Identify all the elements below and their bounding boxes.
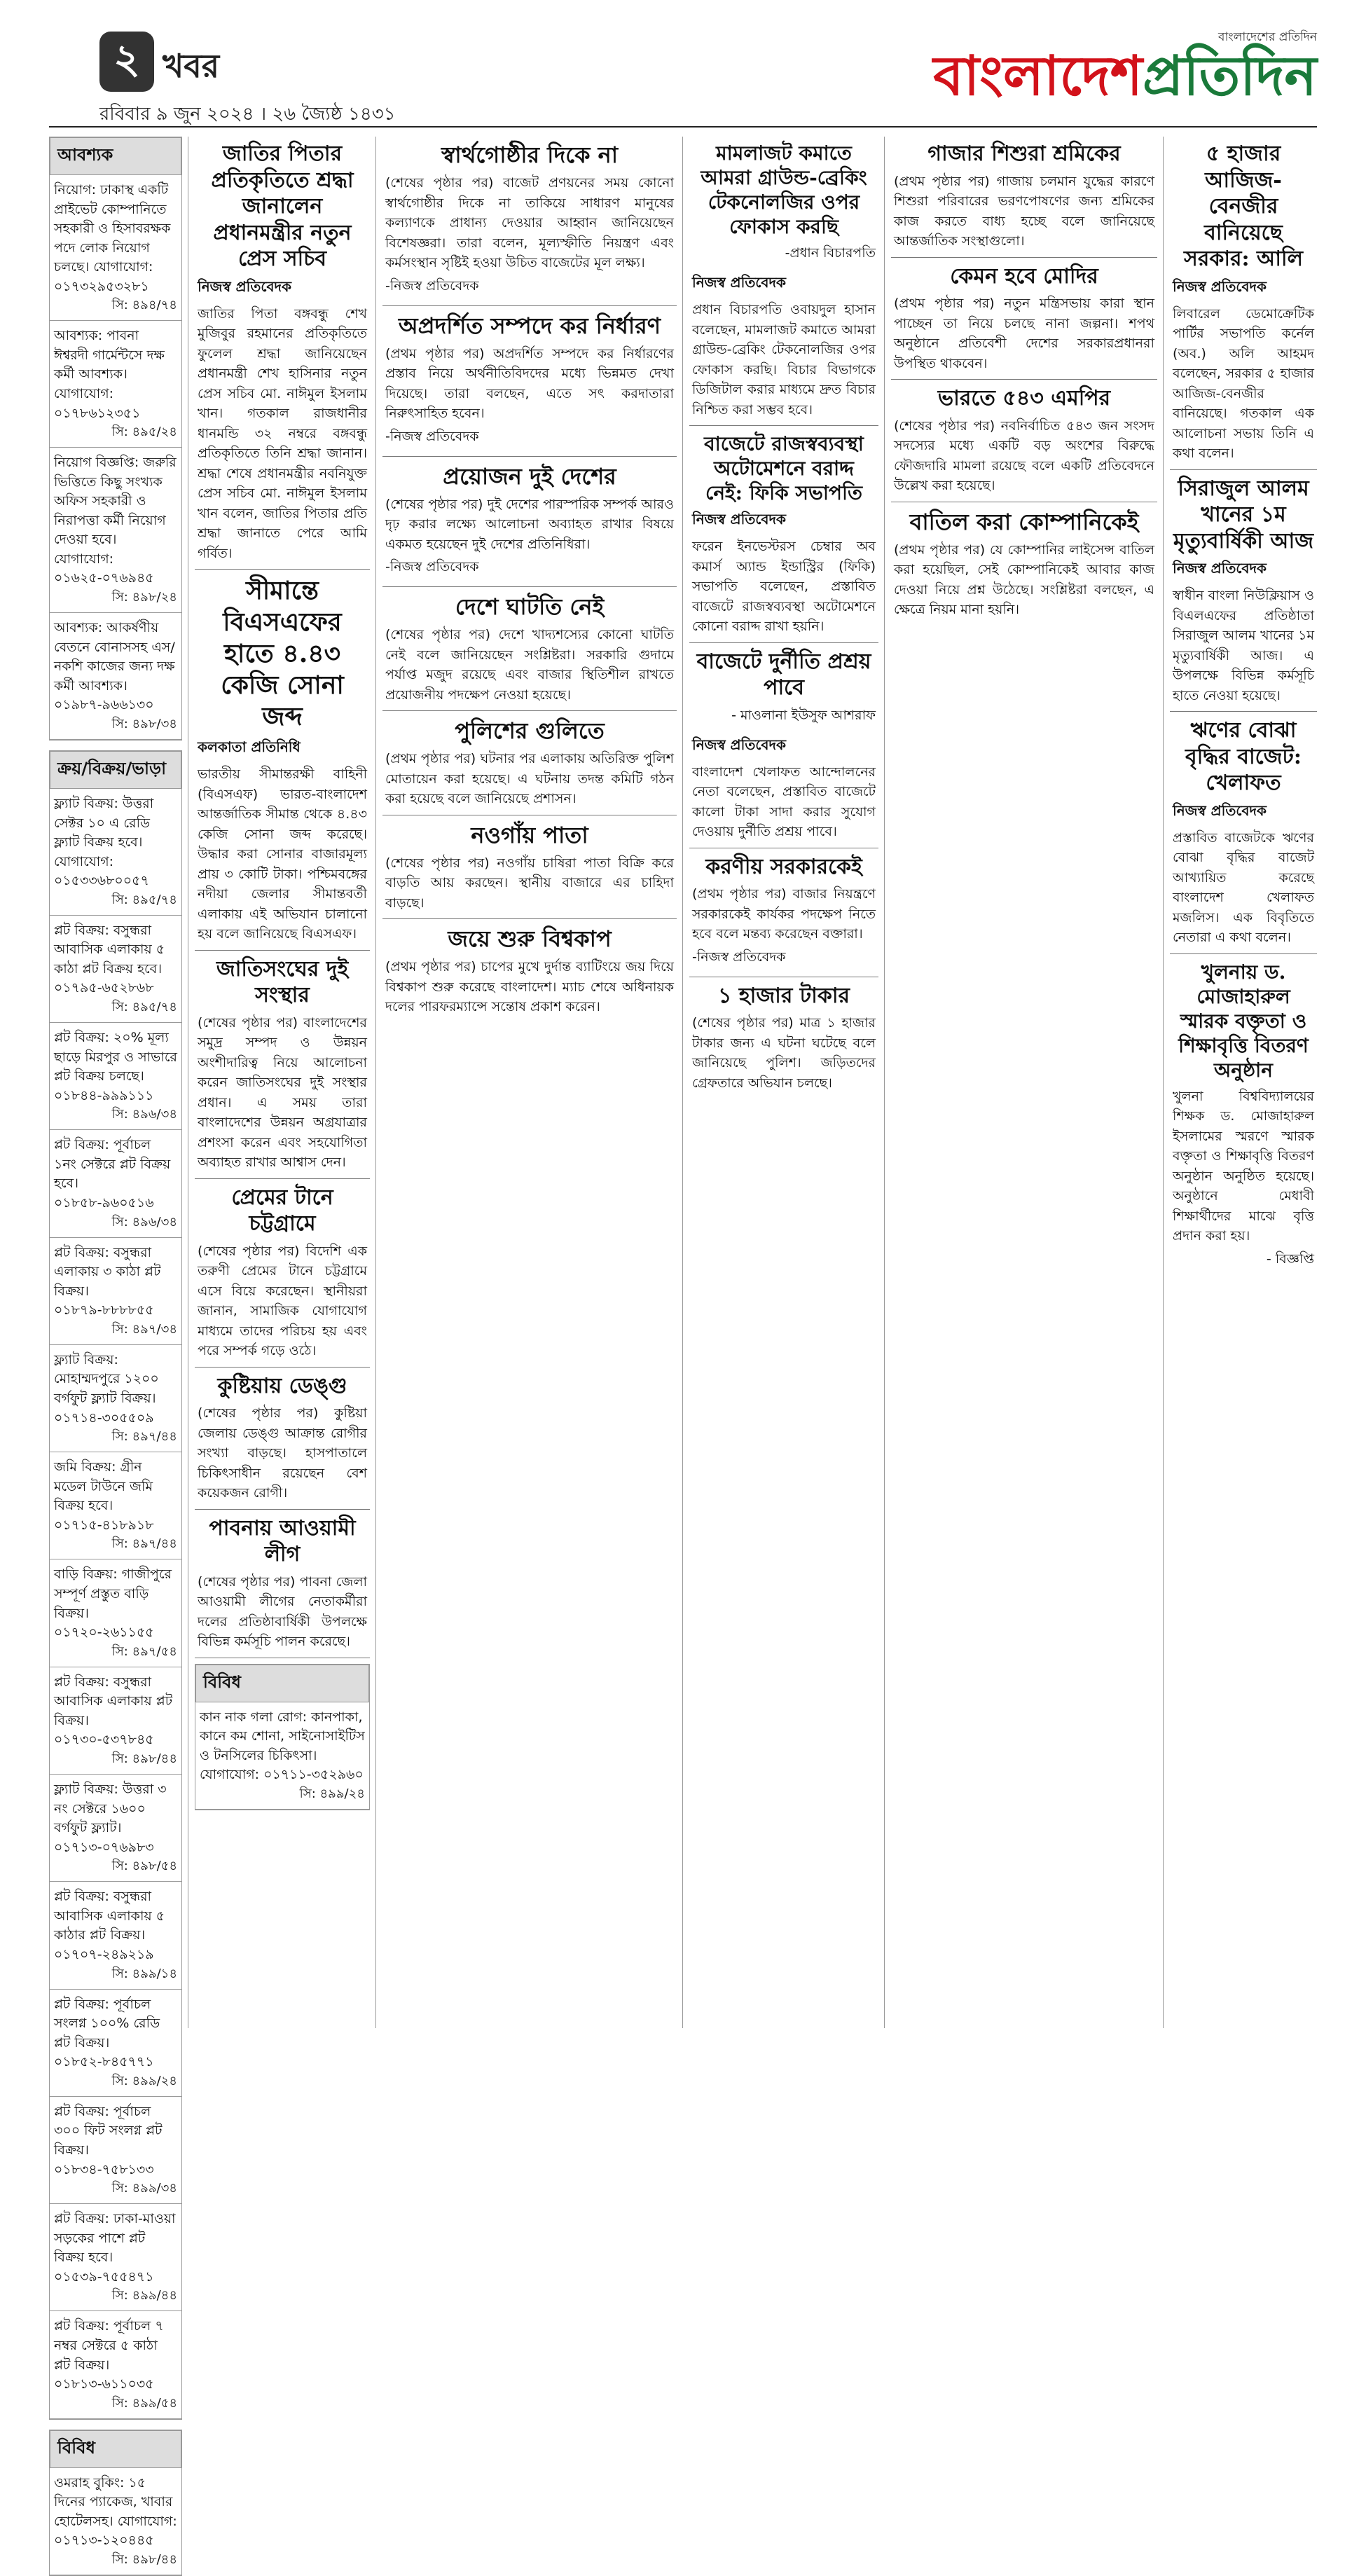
article-body: খুলনা বিশ্ববিদ্যালয়ের শিক্ষক ড. মোজাহারুল ইসলামের স্মরণে স্মারক বক্তৃতা ও শিক্ষাবৃত্তি বিতরণ অনুষ্ঠান অনুষ্ঠিত হয়েছে। অনুষ্ঠানে মেধাবী শিক্ষার্থীদের মাঝে বৃত্তি প্রদান করা হয়।: [1173, 1088, 1314, 1244]
article-body: (প্রথম পৃষ্ঠার পর) বাজার নিয়ন্ত্রণে সরকারকেই কার্যকর পদক্ষেপ নিতে হবে বলে মন্তব্য করেছেন বক্তারা।: [692, 886, 876, 942]
article-headline: স্বার্থগোষ্ঠীর দিকে না: [441, 142, 619, 168]
classified-text: প্লট বিক্রয়: পূর্বাচল ১নং সেক্টরে প্লট বিক্রয় হবে। ০১৮৫৮-৯৬০৫১৬: [54, 1137, 171, 1211]
article-body: (প্রথম পৃষ্ঠার পর) গাজায় চলমান যুদ্ধের কারণে শিশুরা পরিবারের ভরণপোষণের জন্য শ্রমিকের কাজ করতে বাধ্য হচ্ছে বলে জানিয়েছে আন্তর্জাতিক সংস্থাগুলো।: [894, 173, 1154, 249]
masthead-tagline: বাংলাদেশের প্রতিদিন: [1218, 30, 1317, 44]
article-headline: জয়ে শুরু বিশ্বকাপ: [448, 925, 612, 952]
article-headline: ভারতে ৫৪৩ এমপির: [937, 386, 1111, 411]
classified-text: প্লট বিক্রয়: বসুন্ধরা এলাকায় ৩ কাঠা প্লট বিক্রয়। ০১৮৭৯-৮৮৮৮৫৫: [54, 1244, 161, 1318]
article: [689, 432, 878, 637]
classified-item: [50, 2311, 181, 2418]
classified-box-sale: [49, 750, 182, 2420]
article-headline: কুষ্টিয়ায় ডেঙ্গু: [217, 1373, 347, 1398]
classified-text: আবশ্যক: পাবনা ঈশ্বরদী গার্মেন্টসে দক্ষ কর্মী আবশ্যক। যোগাযোগ: ০১৭৮৬১২৩৫১: [54, 328, 165, 421]
article: [195, 1373, 370, 1503]
article-byline: নিজস্ব প্রতিবেদক: [692, 511, 787, 528]
classified-ref: সি: ৪৯৯/৩৪: [111, 2181, 177, 2196]
classified-item: [50, 321, 181, 448]
article-headline: পাবনায় আওয়ামী লীগ: [209, 1515, 356, 1566]
article-headline: অপ্রদর্শিত সম্পদে কর নির্ধারণ: [398, 312, 661, 339]
article-body: স্বাধীন বাংলা নিউক্লিয়াস ও বিএলএফের প্রতিষ্ঠাতা সিরাজুল আলম খানের ১ম মৃত্যুবার্ষিকী আজ। এ উপলক্ষে বিভিন্ন কর্মসূচি হাতে নেওয়া হয়েছে।: [1173, 588, 1314, 703]
classified-item: [50, 1452, 181, 1559]
classified-ref: সি: ৪৯৮/৪৪: [111, 2551, 177, 2567]
article: [382, 925, 677, 1017]
classified-ref: সি: ৪৯৫/৭৪: [111, 892, 177, 907]
article: [382, 141, 677, 298]
classified-text: ওমরাহ বুকিং: ১৫ দিনের প্যাকেজ, খাবার হোটেলসহ। যোগাযোগ: ০১৭১৩-১২০৪৪৫: [54, 2474, 177, 2549]
article: [891, 508, 1157, 620]
article-sign: - বিজ্ঞপ্তি: [1266, 1251, 1314, 1267]
section-name: খবর: [163, 47, 220, 85]
classified-ref: সি: ৪৯৮/২৪: [111, 590, 177, 605]
classified-text: প্লট বিক্রয়: বসুন্ধরা আবাসিক এলাকায় ৫ কাঠা প্লট বিক্রয় হবে। ০১৭৯৫-৬৫২৮৬৮: [54, 922, 165, 996]
classified-item: [50, 1990, 181, 2097]
classified-item: [50, 916, 181, 1023]
article: [1170, 717, 1317, 948]
article-headline: বাজেটে দুর্নীতি প্রশ্রয় পাবে: [696, 649, 871, 700]
classified-box-misc-2: [195, 1664, 370, 1810]
column-4: [689, 137, 878, 2028]
article-body: বাংলাদেশ খেলাফত আন্দোলনের নেতা বলেছেন, প্রস্তাবিত বাজেটে কালো টাকা সাদা করার সুযোগ দেওয়ায় দুর্নীতি প্রশ্রয় পাবে।: [692, 764, 876, 839]
article-headline: করণীয় সরকারকেই: [705, 854, 862, 879]
article-body: (প্রথম পৃষ্ঠার পর) ঘটনার পর এলাকায় অতিরিক্ত পুলিশ মোতায়েন করা হয়েছে। এ ঘটনায় তদন্ত কমিটি গঠন করা হয়েছে বলে জানিয়েছে প্রশাসন।: [385, 751, 674, 806]
article: [689, 854, 878, 970]
classified-text: প্লট বিক্রয়: ২০% মূল্য ছাড়ে মিরপুর ও সাভারে প্লট বিক্রয় চলছে। ০১৮৪৪-৯৯৯১১১: [54, 1030, 177, 1103]
article-headline: ঋণের বোঝা বৃদ্ধির বাজেট: খেলাফত: [1185, 718, 1302, 795]
article-body: (শেষের পৃষ্ঠার পর) কুষ্টিয়া জেলায় ডেঙ্গু আক্রান্ত রোগীর সংখ্যা বাড়ছে। হাসপাতালে চিকিৎসাধীন রয়েছেন বেশ কয়েকজন রোগী।: [198, 1405, 367, 1501]
article: [382, 312, 677, 449]
article-byline: নিজস্ব প্রতিবেদক: [692, 736, 787, 753]
classified-ref: সি: ৪৯৮/৩৪: [111, 716, 177, 731]
article-body: প্রধান বিচারপতি ওবায়দুল হাসান বলেছেন, মামলাজট কমাতে আমরা গ্রাউন্ড-ব্রেকিং টেকনোলজির ওপর ফোকাস করছি। বিচার বিভাগকে ডিজিটাল করার মাধ্যমে দ্রুত বিচার নিশ্চিত করা সম্ভব হবে।: [692, 302, 876, 418]
article-headline: নওগাঁয় পাতা: [471, 821, 588, 848]
classified-item: [50, 448, 181, 613]
classified-ref: সি: ৪৯৫/৭৪: [111, 999, 177, 1014]
classified-ref: সি: ৪৯৭/৪৪: [111, 1536, 177, 1552]
header-rule: [49, 126, 1317, 128]
classified-item: [50, 1667, 181, 1775]
page-header: [0, 0, 1366, 130]
article: [195, 956, 370, 1173]
classified-ref: সি: ৪৯৯/২৪: [299, 1786, 365, 1801]
classified-box-wanted: [49, 137, 182, 741]
article: [1170, 476, 1317, 706]
classified-text: প্লট বিক্রয়: পূর্বাচল সংলগ্ন ১০০% রেডি প্লট বিক্রয়। ০১৮৫২-৮৪৫৭৭১: [54, 1996, 160, 2070]
classified-text: প্লট বিক্রয়: ঢাকা-মাওয়া সড়কের পাশে প্লট বিক্রয় হবে। ০১৫৩৯-৭৫৫৪৭১: [54, 2211, 176, 2285]
classified-text: ফ্ল্যাট বিক্রয়: উত্তরা ৩ নং সেক্টরে ১৬০০ বর্গফুট ফ্ল্যাট। ০১৭১৩-০৭৬৯৮৩: [54, 1782, 167, 1855]
article: [382, 462, 677, 580]
article-body: প্রস্তাবিত বাজেটকে ঋণের বোঝা বৃদ্ধির বাজেট আখ্যায়িত করেছে বাংলাদেশ খেলাফত মজলিস। এক বিবৃতিতে নেতারা এ কথা বলেন।: [1173, 829, 1314, 945]
classified-item: [50, 613, 181, 740]
article-headline: ৫ হাজার আজিজ-বেনজীর বানিয়েছে সরকার: আলি: [1184, 142, 1303, 271]
column-3: [382, 137, 677, 2028]
article: [382, 821, 677, 914]
article: [891, 263, 1157, 374]
article-body: (শেষের পৃষ্ঠার পর) বিদেশি এক তরুণী প্রেমের টানে চট্টগ্রামে এসে বিয়ে করেছেন। স্থানীয়রা জানান, সামাজিক যোগাযোগ মাধ্যমে তাদের পরিচয় হয় এবং পরে সম্পর্ক গড়ে ওঠে।: [198, 1243, 367, 1358]
article: [195, 575, 370, 944]
article-body: (শেষের পৃষ্ঠার পর) বাজেট প্রণয়নের সময় কোনো স্বার্থগোষ্ঠীর দিকে না তাকিয়ে সাধারণ মানুষের কল্যাণকে প্রাধান্য দেওয়ার আহ্বান জানিয়েছেন বিশেষজ্ঞরা। তারা বলেন, মূল্যস্ফীতি নিয়ন্ত্রণ এবং কর্মসংস্থান সৃষ্টিই হওয়া উচিত বাজেটের মূল লক্ষ্য।: [385, 175, 674, 270]
classified-ref: সি: ৪৯৭/৩৪: [111, 1321, 177, 1337]
article-body: (শেষের পৃষ্ঠার পর) দেশে খাদ্যশস্যের কোনো ঘাটতি নেই বলে জানিয়েছেন সংশ্লিষ্টরা। সরকারি গুদামে পর্যাপ্ত মজুদ রয়েছে এবং বাজার স্থিতিশীল রাখতে প্রয়োজনীয় পদক্ষেপ নেওয়া হয়েছে।: [385, 627, 674, 703]
classified-text: নিয়োগ বিজ্ঞপ্তি: জরুরি ভিত্তিতে কিছু সংখ্যক অফিস সহকারী ও নিরাপত্তা কর্মী নিয়োগ দেওয়া হবে। যোগাযোগ: ০১৬২৫-০৭৬৯৪৫: [54, 455, 177, 586]
classified-ref: সি: ৪৯৬/৩৪: [111, 1214, 177, 1230]
classified-text: নিয়োগ: ঢাকাস্থ একটি প্রাইভেট কোম্পানিতে সহকারী ও হিসাবরক্ষক পদে লোক নিয়োগ চলছে। যোগাযোগ: ০১৭৩২৯৫৩২৮১: [54, 182, 171, 294]
article-body: (শেষের পৃষ্ঠার পর) নওগাঁয় চাষিরা পাতা বিক্রি করে বাড়তি আয় করছেন। স্থানীয় বাজারে এর চাহিদা বাড়ছে।: [385, 855, 674, 911]
article-byline: কলকাতা প্রতিনিধি: [198, 738, 301, 755]
article-headline: জাতিসংঘের দুই সংস্থার: [216, 956, 349, 1007]
article: [382, 717, 677, 809]
classified-box-misc: [49, 2430, 182, 2576]
article-headline: পুলিশের গুলিতে: [455, 717, 605, 744]
article-sign: -নিজস্ব প্রতিবেদক: [385, 277, 479, 294]
page-number-badge: ২: [99, 32, 154, 92]
classified-item: [50, 1238, 181, 1345]
classified-box-title: আবশ্যক: [50, 137, 181, 175]
article-headline: প্রেমের টানে চট্টগ্রামে: [231, 1185, 333, 1236]
classified-ref: সি: ৪৯৯/৫৪: [111, 2395, 177, 2411]
article-body: (শেষের পৃষ্ঠার পর) দুই দেশের পারস্পরিক সম্পর্ক আরও দৃঢ় করার লক্ষ্যে আলোচনা অব্যাহত রাখার বিষয়ে একমত হয়েছেন দুই দেশের প্রতিনিধিরা।: [385, 496, 674, 552]
classified-ref: সি: ৪৯৯/৪৪: [111, 2288, 177, 2303]
classified-item: [50, 1882, 181, 1989]
classified-text: বাড়ি বিক্রয়: গাজীপুরে সম্পূর্ণ প্রস্তুত বাড়ি বিক্রয়। ০১৭২০-২৬১১৫৫: [54, 1566, 172, 1641]
article: [382, 593, 677, 705]
article: [891, 141, 1157, 252]
article-headline: সীমান্তে বিএসএফের হাতে ৪.৪৩ কেজি সোনা জব্দ: [221, 576, 344, 731]
article: [1170, 141, 1317, 464]
classified-text: প্লট বিক্রয়: পূর্বাচল ৭ নম্বর সেক্টরে ৫ কাঠা প্লট বিক্রয়। ০১৮১৩-৬১১০৩৫: [54, 2318, 164, 2392]
article-body: (শেষের পৃষ্ঠার পর) মাত্র ১ হাজার টাকার জন্য এ ঘটনা ঘটেছে বলে জানিয়েছে পুলিশ। জড়িতদের গ্রেফতারে অভিযান চলছে।: [692, 1015, 876, 1091]
classified-item: [50, 1130, 181, 1237]
article: [195, 1515, 370, 1652]
article-sign: -নিজস্ব প্রতিবেদক: [385, 559, 479, 574]
article-subhead: - মাওলানা ইউসুফ আশরাফ: [731, 707, 876, 723]
article-body: ভারতীয় সীমান্তরক্ষী বাহিনী (বিএসএফ) ভারত-বাংলাদেশ আন্তর্জাতিক সীমান্ত থেকে ৪.৪৩ কেজি সোনা জব্দ করেছে। উদ্ধার করা সোনার বাজারমূল্য প্রায় ৩ কোটি টাকা। পশ্চিমবঙ্গের নদীয়া জেলার সীমান্তবর্তী এলাকায় এই অভিযান চালানো হয় বলে জানিয়েছে বিএসএফ।: [198, 766, 367, 942]
article-byline: নিজস্ব প্রতিবেদক: [1173, 801, 1267, 819]
article: [195, 1185, 370, 1361]
article-body: ফরেন ইনভেস্টরস চেম্বার অব কমার্স অ্যান্ড ইন্ডাস্ট্রির (ফিকি) সভাপতি বলেছেন, প্রস্তাবিত বাজেটে রাজস্বব্যবস্থা অটোমেশনে কোনো বরাদ্দ রাখা হয়নি।: [692, 539, 876, 634]
article-body: জাতির পিতা বঙ্গবন্ধু শেখ মুজিবুর রহমানের প্রতিকৃতিতে ফুলেল শ্রদ্ধা জানিয়েছেন প্রধানমন্ত্রী শেখ হাসিনার নতুন প্রেস সচিব মো. নাঈমুল ইসলাম খান। গতকাল রাজধানীর ধানমন্ডি ৩২ নম্বরে বঙ্গবন্ধু প্রতিকৃতিতে তিনি শ্রদ্ধা জানান। শ্রদ্ধা শেষে প্রধানমন্ত্রীর নবনিযুক্ত প্রেস সচিব মো. নাঈমুল ইসলাম খান বলেন, জাতির পিতার প্রতি শ্রদ্ধা জানাতে পেরে আমি গর্বিত।: [198, 305, 367, 561]
article: [1170, 960, 1317, 1272]
article-body: (প্রথম পৃষ্ঠার পর) নতুন মন্ত্রিসভায় কারা স্থান পাচ্ছেন তা নিয়ে চলছে নানা জল্পনা। শপথ অনুষ্ঠানে প্রতিবেশী দেশের সরকারপ্রধানরা উপস্থিত থাকবেন।: [894, 296, 1154, 371]
article: [689, 983, 878, 1094]
article-headline: বাতিল করা কোম্পানিকেই: [909, 508, 1139, 535]
classified-ref: সি: ৪৯৫/২৪: [111, 425, 177, 440]
classified-text: প্লট বিক্রয়: পূর্বাচল ৩০০ ফিট সংলগ্ন প্লট বিক্রয়। ০১৮৩৪-৭৫৮১৩৩: [54, 2103, 163, 2177]
article-body: (প্রথম পৃষ্ঠার পর) চাপের মুখে দুর্দান্ত ব্যাটিংয়ে জয় দিয়ে বিশ্বকাপ শুরু করেছে বাংলাদেশ। ম্যাচ শেষে অধিনায়ক দলের পারফরম্যান্সে সন্তোষ প্রকাশ করেন।: [385, 959, 674, 1014]
classified-text: প্লট বিক্রয়: বসুন্ধরা আবাসিক এলাকায় ৫ কাঠার প্লট বিক্রয়। ০১৭০৭-২৪৯২১৯: [54, 1889, 165, 1962]
article: [689, 649, 878, 842]
article-headline: মামলাজট কমাতে আমরা গ্রাউন্ড-ব্রেকিং টেকনোলজির ওপর ফোকাস করছি: [701, 142, 867, 238]
article-headline: খুলনায় ড. মোজাহারুল স্মারক বক্তৃতা ও শিক্ষাবৃত্তি বিতরণ অনুষ্ঠান: [1178, 960, 1309, 1082]
article-headline: সিরাজুল আলম খানের ১ম মৃত্যুবার্ষিকী আজ: [1173, 476, 1314, 553]
column-5: [891, 137, 1157, 2028]
masthead-logo: বাংলাদেশপ্রতিদিন: [933, 44, 1317, 108]
masthead: [933, 28, 1317, 108]
article-byline: নিজস্ব প্রতিবেদক: [198, 277, 292, 295]
classified-text: কান নাক গলা রোগ: কানপাকা, কানে কম শোনা, সাইনোসাইটিস ও টনসিলের চিকিৎসা। যোগাযোগ: ০১৭১১-৩৫২৯৬০: [200, 1709, 365, 1783]
article-body: (শেষের পৃষ্ঠার পর) পাবনা জেলা আওয়ামী লীগের নেতাকর্মীরা দলের প্রতিষ্ঠাবার্ষিকী উপলক্ষে বিভিন্ন কর্মসূচি পালন করেছে।: [198, 1573, 367, 1649]
article-body: (শেষের পৃষ্ঠার পর) নবনির্বাচিত ৫৪৩ জন সংসদ সদস্যের মধ্যে একটি বড় অংশের বিরুদ্ধে ফৌজদারি মামলা রয়েছে বলে একটি প্রতিবেদনে উল্লেখ করা হয়েছে।: [894, 418, 1154, 493]
classified-ref: সি: ৪৯৮/৫৪: [111, 1859, 177, 1874]
column-2: [195, 137, 370, 2028]
classifieds-column: [49, 137, 182, 2567]
classified-item: [50, 1023, 181, 1130]
classified-item: [50, 789, 181, 916]
classified-item: [50, 2204, 181, 2311]
classified-item: [50, 1345, 181, 1452]
article-body: (প্রথম পৃষ্ঠার পর) অপ্রদর্শিত সম্পদে কর নির্ধারণের প্রস্তাব নিয়ে অর্থনীতিবিদদের মধ্যে ভিন্নমত দেখা দিয়েছে। তারা বলছেন, এতে সৎ করদাতারা নিরুৎসাহিত হবেন।: [385, 345, 674, 421]
classified-ref: সি: ৪৯৭/৪৪: [111, 1429, 177, 1445]
article-sign: -নিজস্ব প্রতিবেদক: [692, 949, 786, 965]
classified-ref: সি: ৪৯৬/৩৪: [111, 1107, 177, 1122]
article-body: (শেষের পৃষ্ঠার পর) বাংলাদেশের সমুদ্র সম্পদ ও উন্নয়ন অংশীদারিত্ব নিয়ে আলোচনা করেন জাতিসংঘের দুই সংস্থার প্রধান। এ সময় তারা বাংলাদেশের উন্নয়ন অগ্রযাত্রার প্রশংসা করেন এবং সহযোগিতা অব্যাহত রাখার আশ্বাস দেন।: [198, 1014, 367, 1170]
classified-item: [50, 175, 181, 321]
classified-ref: সি: ৪৯৯/১৪: [111, 1966, 177, 1981]
article-headline: বাজেটে রাজস্বব্যবস্থা অটোমেশনে বরাদ্দ নেই: ফিকি সভাপতি: [704, 432, 864, 504]
classified-box-title: বিবিধ: [50, 2430, 181, 2468]
classified-box-title: বিবিধ: [195, 1665, 369, 1702]
column-6: [1170, 137, 1317, 2028]
article-headline: ১ হাজার টাকার: [717, 983, 850, 1008]
article: [891, 385, 1157, 496]
article-headline: প্রয়োজন দুই দেশের: [443, 462, 616, 490]
classified-text: প্লট বিক্রয়: বসুন্ধরা আবাসিক এলাকায় প্লট বিক্রয়। ০১৭৩০-৫৩৭৮৪৫: [54, 1674, 173, 1748]
classified-ref: সি: ৪৯৭/৫৪: [111, 1644, 177, 1659]
classified-item: [50, 2097, 181, 2204]
article-headline: দেশে ঘাটতি নেই: [455, 593, 605, 620]
classified-item: [50, 1775, 181, 1882]
article-headline: গাজার শিশুরা শ্রমিকের: [927, 142, 1121, 166]
classified-text: ফ্ল্যাট বিক্রয়: উত্তরা সেক্টর ১০ এ রেডি ফ্ল্যাট বিক্রয় হবে। যোগাযোগ: ০১৫৩৩৬৮০০৫৭: [54, 795, 154, 889]
article: [195, 141, 370, 563]
article-byline: নিজস্ব প্রতিবেদক: [1173, 560, 1267, 577]
article-subhead: -প্রধান বিচারপতি: [785, 245, 876, 261]
article-headline: জাতির পিতার প্রতিকৃতিতে শ্রদ্ধা জানালেন প্রধানমন্ত্রীর নতুন প্রেস সচিব: [211, 142, 354, 271]
classified-ref: সি: ৪৯৪/৭৪: [111, 298, 177, 313]
dateline: রবিবার ৯ জুন ২০২৪ । ২৬ জ্যৈষ্ঠ ১৪৩১: [99, 104, 396, 125]
classified-box-title: ক্রয়/বিক্রয়/ভাড়া: [50, 751, 181, 789]
classified-ref: সি: ৪৯৯/২৪: [111, 2073, 177, 2088]
classified-item: [50, 1559, 181, 1667]
article-body: লিবারেল ডেমোক্রেটিক পার্টির সভাপতি কর্নেল (অব.) অলি আহমদ বলেছেন, সরকার ৫ হাজার আজিজ-বেনজীর বানিয়েছে। গতকাল এক আলোচনা সভায় তিনি এ কথা বলেন।: [1173, 305, 1314, 461]
classified-text: আবশ্যক: আকর্ষণীয় বেতনে বোনাসসহ এস/ নকশি কাজের জন্য দক্ষ কর্মী আবশ্যক। ০১৯৮৭-৯৬৬১৩০: [54, 620, 175, 713]
article-headline: কেমন হবে মোদির: [950, 263, 1098, 289]
classified-text: ফ্ল্যাট বিক্রয়: মোহাম্মদপুরে ১২০০ বর্গফুট ফ্ল্যাট বিক্রয়। ০১৭১৪-৩০৫৫০৯: [54, 1351, 159, 1426]
classified-ref: সি: ৪৯৮/৪৪: [111, 1751, 177, 1766]
article-byline: নিজস্ব প্রতিবেদক: [1173, 277, 1267, 295]
article-byline: নিজস্ব প্রতিবেদক: [692, 274, 787, 291]
article: [689, 141, 878, 420]
article-sign: -নিজস্ব প্রতিবেদক: [385, 428, 479, 444]
classified-item: [50, 2468, 181, 2575]
classified-text: জমি বিক্রয়: গ্রীন মডেল টাউনে জমি বিক্রয় হবে। ০১৭১৫-৪১৮৯১৮: [54, 1459, 154, 1533]
article-body: (প্রথম পৃষ্ঠার পর) যে কোম্পানির লাইসেন্স বাতিল করা হয়েছিল, সেই কোম্পানিকেই আবার কাজ দেওয়া নিয়ে প্রশ্ন উঠেছে। সংশ্লিষ্টরা বলছেন, এ ক্ষেত্রে নিয়ম মানা হয়নি।: [894, 542, 1154, 617]
classified-item: [195, 1702, 369, 1810]
